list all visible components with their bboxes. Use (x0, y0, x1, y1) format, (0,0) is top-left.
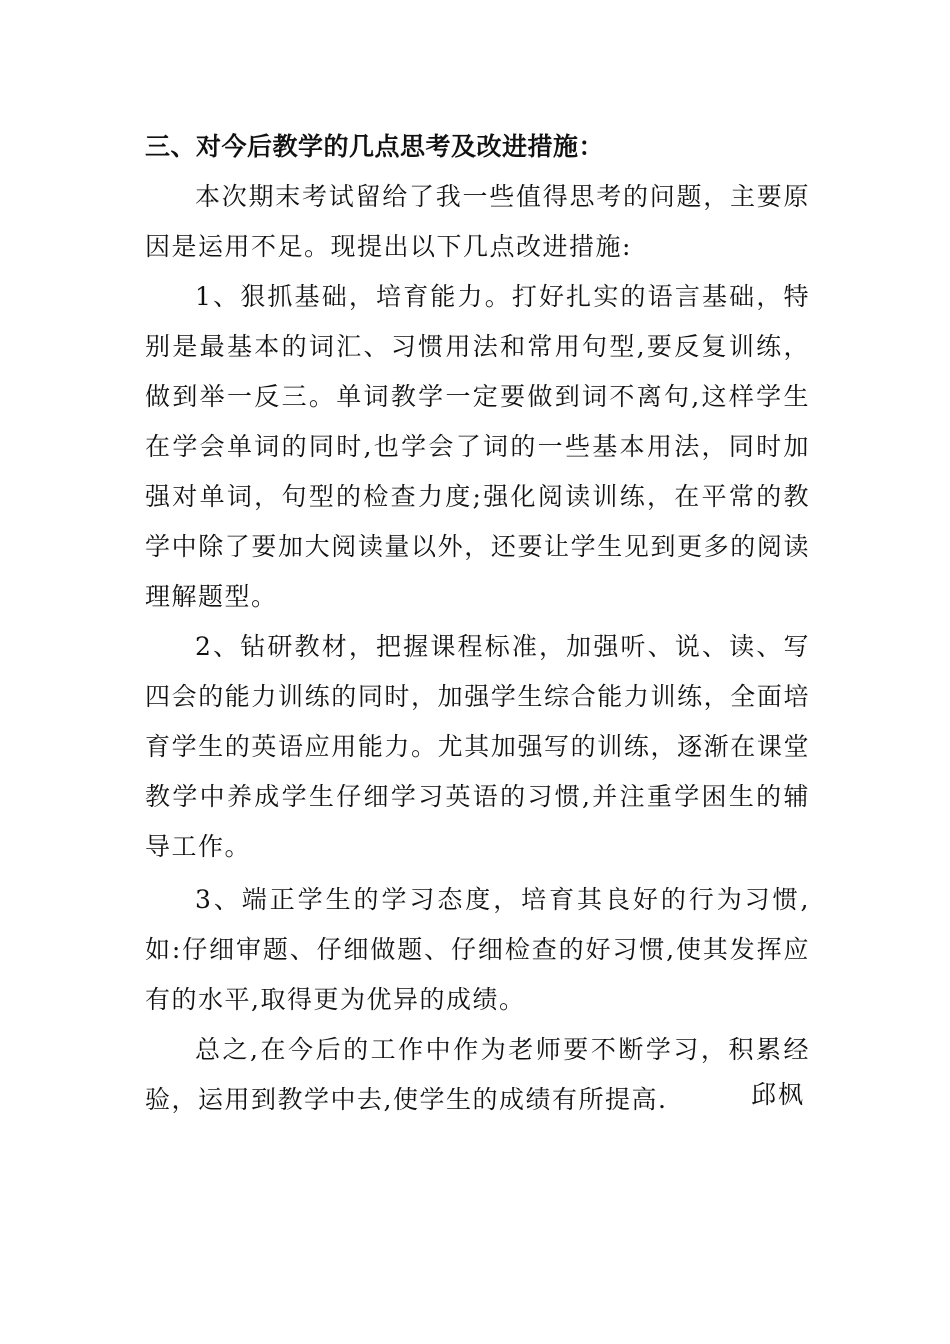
paragraph-intro: 本次期末考试留给了我一些值得思考的问题，主要原因是运用不足。现提出以下几点改进措施: (145, 182, 810, 261)
paragraph-point-2: 2、钻研教材，把握课程标准，加强听、说、读、写四会的能力训练的同时，加强学生综合能力训练，全面培育学生的英语应用能力。尤其加强写的训练，逐渐在课堂教学中养成学生仔细学习英语的习惯,并注重学困生的辅导工作。 (145, 632, 810, 861)
document-body (145, 122, 810, 1125)
signature: 邱枫 (750, 1080, 805, 1109)
section-heading: 三、对今后教学的几点思考及改进措施： (145, 132, 605, 161)
paragraph-point-1: 1、狠抓基础，培育能力。打好扎实的语言基础，特别是最基本的词汇、习惯用法和常用句型,要反复训练，做到举一反三。单词教学一定要做到词不离句,这样学生在学会单词的同时,也学会了词的一些基本用法，同时加强对单词，句型的检查力度;强化阅读训练，在平常的教学中除了要加大阅读量以外，还要让学生见到更多的阅读理解题型。 (145, 282, 810, 611)
paragraph-point-3: 3、端正学生的学习态度，培育其良好的行为习惯,如:仔细审题、仔细做题、仔细检查的好习惯,使其发挥应有的水平,取得更为优异的成绩。 (145, 885, 810, 1014)
paragraph-conclusion: 总之,在今后的工作中作为老师要不断学习，积累经验，运用到教学中去,使学生的成绩有所提高. (145, 1035, 810, 1114)
